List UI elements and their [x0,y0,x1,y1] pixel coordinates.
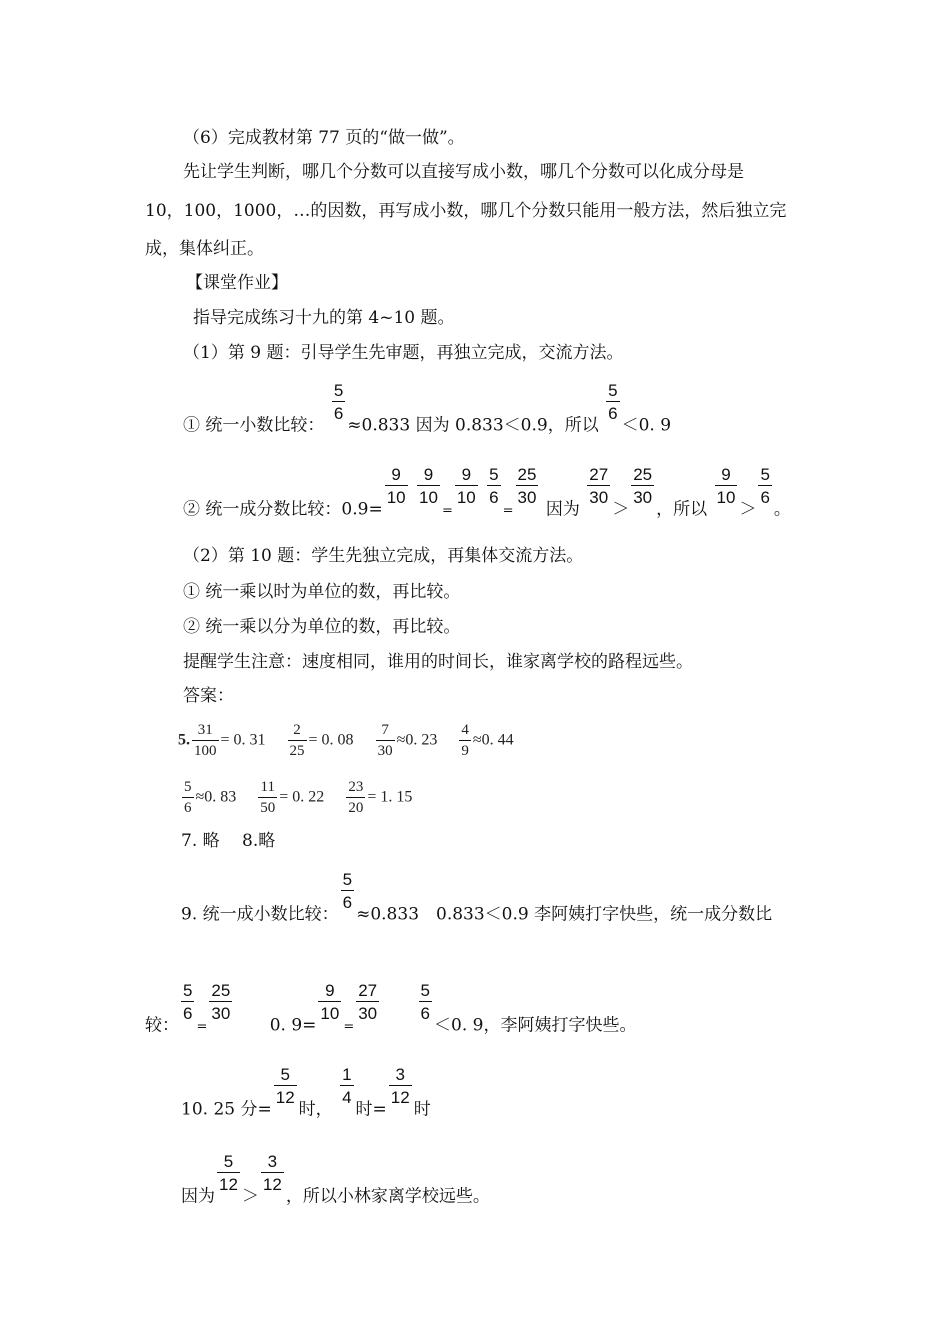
fraction-27-30: $\frac{27}{30}$ [589,465,609,507]
answer-heading: 答案： [183,686,234,706]
line-text: ＜0. 9 [621,415,672,436]
comparison-line-2 [183,465,791,530]
greater-than: ＞ [241,1186,259,1207]
line-prefix: 因为 [181,1186,215,1207]
text-line: 成，集体纠正。 [145,239,264,259]
text-line: 7. 略 8.略 [181,831,276,851]
line-prefix: 9. 统一成小数比较： [181,904,339,925]
fraction-25-30: $\frac{25}{30}$ [517,465,537,507]
fraction-9-10: $\frac{9}{10}$ [386,465,406,507]
line-prefix: ① 统一小数比较： [183,415,325,436]
text-line: 10，100，1000，…的因数，再写成小数，哪几个分数只能用一般方法，然后独立完 [145,201,787,221]
comparison-line-1 [183,381,672,446]
fraction-2-25: $\frac{2}{25}$ [289,722,305,759]
fraction-23-20: $\frac{23}{20}$ [348,779,364,816]
text-line: ② 统一乘以分为单位的数，再比较。 [183,617,461,637]
text-line: ① 统一乘以时为单位的数，再比较。 [183,582,461,602]
answer-10-line [181,1065,431,1130]
line-prefix: 较： [145,1015,179,1036]
fraction-5-6: $\frac{5}{6}$ [183,981,193,1023]
answer-6-row [180,780,412,816]
line-text: ≈0.833 0.833＜0.9 李阿姨打字快些，统一成分数比 [356,904,773,925]
answer-value: ≈0. 23 [396,731,438,749]
fraction-27-30: $\frac{27}{30}$ [358,981,378,1023]
text-line: （1）第 9 题：引导学生先审题，再独立完成，交流方法。 [183,343,624,363]
fraction-5-6: $\frac{5}{6}$ [489,465,499,507]
fraction-5-6: $\frac{5}{6}$ [342,870,353,912]
answer-value: = 0. 22 [279,788,325,806]
text-line: （2）第 10 题：学生先独立完成，再集体交流方法。 [183,546,584,566]
fraction-1-4: $\frac{1}{4}$ [342,1065,352,1107]
fraction-5-6: $\frac{5}{6}$ [333,381,344,423]
line-text: 因为 [545,499,580,520]
line-text: ＜0. 9，李阿姨打字快些。 [434,1015,637,1036]
fraction-9-10: $\frac{9}{10}$ [716,465,736,507]
text-line: 指导完成练习十九的第 4~10 题。 [193,308,455,328]
fraction-9-10: $\frac{9}{10}$ [456,465,476,507]
line-text: 0. 9= [269,1015,317,1036]
text-line: 先让学生判断，哪几个分数可以直接写成小数，哪几个分数可以化成分母是 [183,162,744,182]
text-line: 提醒学生注意：速度相同，谁用的时间长，谁家离学校的路程远些。 [183,652,693,672]
answer-5-row [178,723,514,759]
line-prefix: ② 统一成分数比较：0.9= [183,499,383,520]
answer-9-continued [145,981,637,1046]
answer-value: = 0. 31 [220,731,266,749]
fraction-5-12: $\frac{5}{12}$ [219,1152,238,1194]
fraction-25-30: $\frac{25}{30}$ [633,465,653,507]
fraction-4-9: $\frac{4}{9}$ [461,722,469,759]
answer-value: = 1. 15 [367,788,413,806]
line-text: 时 [413,1099,431,1120]
fraction-5-6: $\frac{5}{6}$ [608,381,618,423]
answer-value: ≈0. 83 [195,788,237,806]
line-text: ，所以 [656,499,708,520]
line-text: 。 [773,499,791,520]
equals-sign: = [343,1019,355,1035]
equals-sign: = [502,503,514,519]
fraction-9-10: $\frac{9}{10}$ [419,465,438,507]
answer-9-line [181,870,773,935]
section-heading: 【课堂作业】 [186,273,288,293]
line-text: ，所以小林家离学校远些。 [285,1186,490,1207]
fraction-5-12: $\frac{5}{12}$ [275,1065,295,1107]
greater-than: ＞ [612,499,630,520]
text-line: （6）完成教材第 77 页的“做一做”。 [183,128,465,148]
line-text: ≈0.833 因为 0.833＜0.9，所以 [347,415,599,436]
answer-value: = 0. 08 [308,731,354,749]
line-text: 时， [298,1099,333,1120]
greater-than: ＞ [739,499,757,520]
fraction-25-30: $\frac{25}{30}$ [211,981,231,1023]
fraction-5-6: $\frac{5}{6}$ [760,465,770,507]
equals-sign: = [196,1019,208,1035]
fraction-3-12: $\frac{3}{12}$ [262,1152,282,1194]
fraction-11-50: $\frac{11}{50}$ [260,779,276,816]
fraction-31-100: $\frac{31}{100}$ [194,722,217,759]
answer-number: 5. [178,731,190,749]
fraction-3-12: $\frac{3}{12}$ [390,1065,410,1107]
fraction-9-10: $\frac{9}{10}$ [320,981,340,1023]
equals-sign: = [441,503,453,519]
fraction-5-6: $\frac{5}{6}$ [184,779,192,816]
fraction-5-6: $\frac{5}{6}$ [420,981,431,1023]
conclusion-line [181,1152,490,1217]
line-prefix: 10. 25 分= [181,1099,272,1120]
fraction-7-30: $\frac{7}{30}$ [377,722,393,759]
line-text: 时= [355,1099,387,1120]
answer-value: ≈0. 44 [472,731,514,749]
